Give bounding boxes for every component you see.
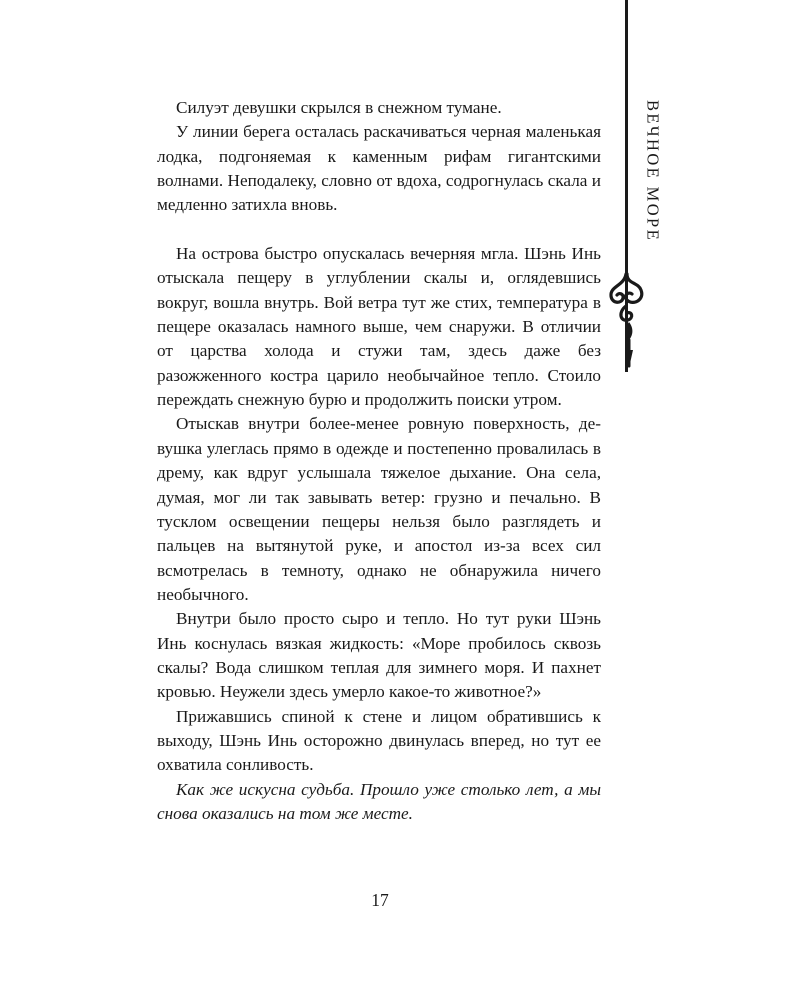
paragraph-3: На острова быстро опускалась вечерняя мгла. Шэнь Инь отыскала пещеру в углублении скалы и, оглядевшись вокруг, вошла внутрь. Вой ветра тут же стих, температура в пещере оказалась намного выше, чем снаружи. В отличии от царства холода и стужи там, здесь даже без разожженного костра царило необычайное тепло. Стоило переждать снежную бурю и продолжить поиски утром. <box>157 244 601 410</box>
flourish-ornament-icon <box>604 270 654 370</box>
paragraph-1: Силуэт девушки скрылся в снежном тумане. <box>176 98 502 117</box>
paragraph-2: У линии берега осталась раскачиваться черная маленькая лодка, подгоняемая к каменным рифам гигантскими волнами. Неподалеку, словно от вдоха, содрогнулась скала и медленно затихла вновь. <box>157 122 601 215</box>
page-number: 17 <box>371 890 389 910</box>
paragraph-5: Внутри было просто сыро и тепло. Но тут руки Шэнь Инь коснулась вязкая жидкость: «Море пробилось сквозь скалы? Вода слишком теплая для зимнего моря. И пахнет кровью. Неужели здесь умерло какое-то животное?» <box>157 609 601 702</box>
paragraph-6: Прижавшись спиной к стене и лицом обратившись к выходу, Шэнь Инь осторожно двинулась вперед, но тут ее охватила сонливость. <box>157 706 601 775</box>
paragraph-7-italic: Как же искусна судьба. Прошло уже столько лет, а мы снова оказались на том же месте. <box>157 779 601 823</box>
paragraph-4: Отыскав внутри более-менее ровную поверхность, девушка улеглась прямо в одежде и постепенно провалилась в дрему, как вдруг услышала тяжелое дыхание. Она села, думая, мог ли так завывать ветер: грузно и печально. В тусклом освещении пещеры нельзя было разглядеть и пальцев на вытянутой руке, и апостол из-за всех сил всмотрелась в темноту, однако не обнаружила ничего необычного. <box>157 414 601 604</box>
body-text <box>157 96 601 826</box>
running-title: ВЕЧНОЕ МОРЕ <box>643 100 663 243</box>
